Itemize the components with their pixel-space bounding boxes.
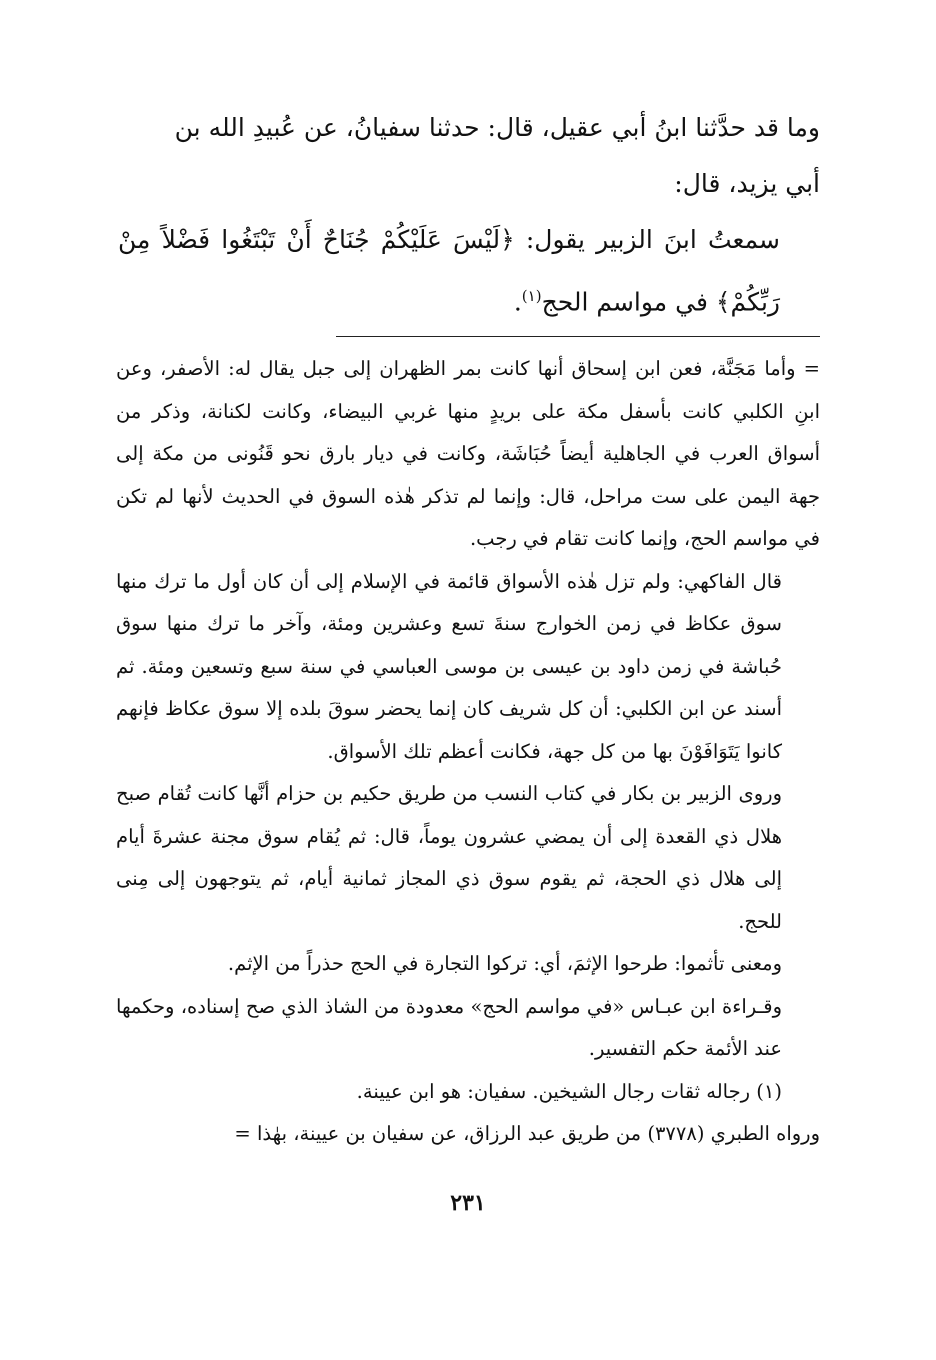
zubayr-paragraph: وروى الزبير بن بكار في كتاب النسب من طريق حكيم بن حزام أنَّها كانت تُقام صبح هلال ذي القعدة إلى أن يمضي عشرون يوماً، قال: ثم يُقام سوق مجنة عشرةَ أيام إلى هلال ذي الحجة، ثم يقوم سوق ذي المجاز ثمانية أيام، ثم يتوجهون إلى مِنى للحج. — [116, 782, 782, 933]
main-line-3 — [118, 212, 820, 330]
main-line-1 — [118, 100, 820, 156]
quran-verse: ﴿لَيْسَ عَلَيْكُمْ جُنَاحٌ أَنْ تَبْتَغُوا فَضْلاً مِنْ رَبِّكُمْ﴾ — [118, 225, 780, 317]
fakihi-paragraph: قال الفاكهي: ولم تزل هٰذه الأسواق قائمة في الإسلام إلى أن كان أول ما ترك منها سوق عكاظ في زمن الخوارج سنةَ تسع وعشرين ومئة، وآخر ما ترك منها سوق حُباشة في زمن داود بن عيسى بن موسى العباسي في سنة سبع وتسعين ومئة. ثم أسند عن ابن الكلبي: أن كل شريف كان إنما يحضر سوقَ بلده إلا سوق عكاظ فإنهم كانوا يَتَوَافَوْنَ بها من كل جهة، فكانت أعظم تلك الأسواق. — [116, 569, 782, 763]
tabari-paragraph: ورواه الطبري (٣٧٧٨) من طريق عبد الرزاق، عن سفيان بن عيينة، بهٰذا = — [234, 1122, 820, 1145]
main-line-2 — [118, 156, 820, 212]
main-line-2-text: أبي يزيد، قال: — [674, 169, 820, 198]
footnote-reference[interactable]: (١) — [521, 287, 542, 305]
footnote-divider — [336, 336, 820, 337]
meaning-paragraph: ومعنى تأثموا: طرحوا الإثمَ، أي: تركوا التجارة في الحج حذراً من الإثم. — [227, 952, 782, 975]
page-number: ٢٣١ — [450, 1190, 486, 1216]
footnotes-block — [116, 348, 820, 1156]
main-line-3-end: . — [513, 287, 522, 317]
ibn-abbas-paragraph: وقـراءة ابن عبـاس «في مواسم الحج» معدودة من الشاذ الذي صح إسناده، وحكمها عند الأئمة حكم التفسير. — [116, 994, 782, 1060]
continued-note-paragraph: = وأما مَجَنَّة، فعن ابن إسحاق أنها كانت بمر الظهران إلى جبل يقال له: الأصفر، وعن ابنِ الكلبي كانت بأسفل مكة على بريدٍ منها غربي البيضاء، وكانت لكنانة، وذكر من أسواق العرب في الجاهلية أيضاً حُبَاشَة، وكانت في ديار بارق نحو قَنُونى من مكة إلى جهة اليمن على ست مراحل، قال: وإنما لم تذكر هٰذه السوق في الحديث لأنها لم تكن في مواسم الحج، وإنما كانت تقام في رجب. — [116, 357, 820, 550]
main-line-1-text: وما قد حدَّثنا ابنُ أبي عقيل، قال: حدثنا سفيانُ، عن عُبيدِ الله بن — [174, 113, 820, 142]
main-line-3-prefix: سمعتُ ابنَ الزبير يقول: — [514, 225, 780, 254]
footnote-1: (١) رجاله ثقات رجال الشيخين. سفيان: هو ابن عيينة. — [356, 1079, 782, 1103]
main-line-3-suffix: في مواسم الحج — [541, 287, 716, 317]
main-text-block — [118, 100, 820, 330]
